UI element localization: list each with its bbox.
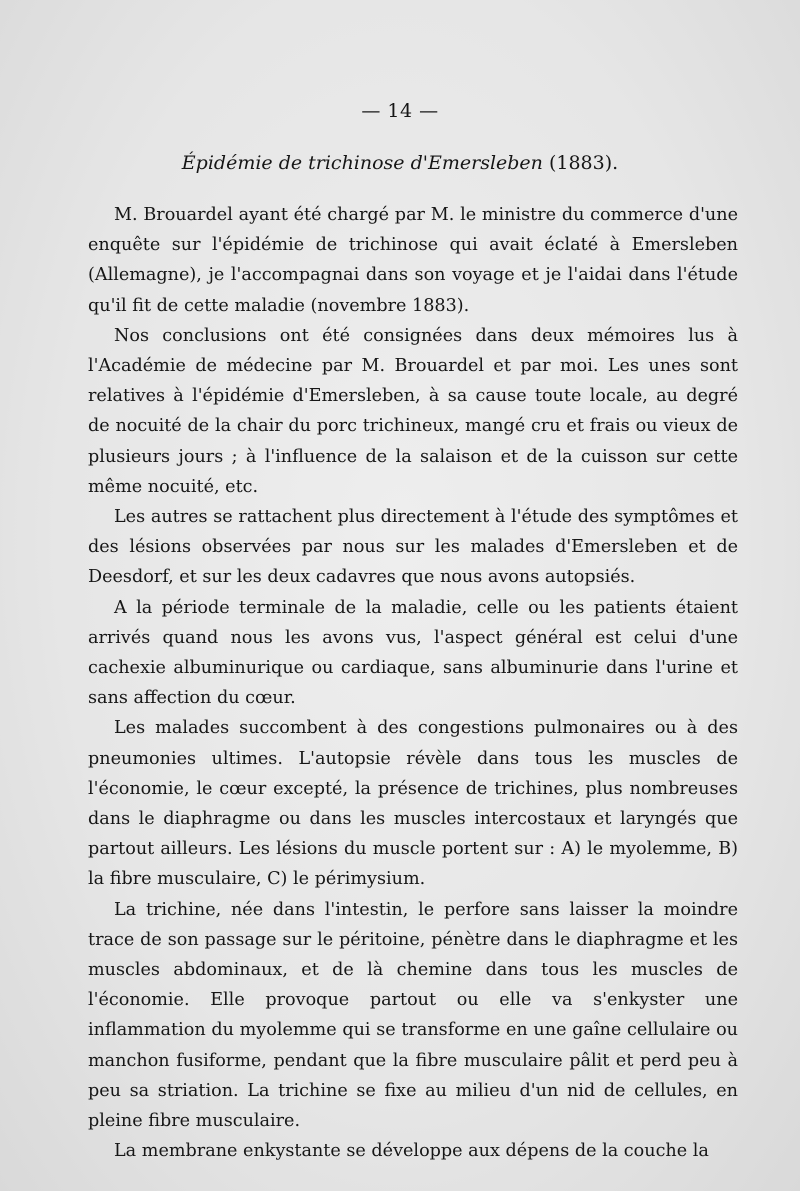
paragraph-7: La membrane enkystante se développe aux dépens de la couche la — [114, 1141, 709, 1162]
paragraph-5: Les malades succombent à des congestions pulmonaires ou à des pneumonies ultimes. L'autopsie révèle dans tous les muscles de l'économie, le cœur excepté, la présence de trichines, plus nombreuses dans le diaphragme ou dans les muscles intercostaux et laryngés que partout ailleurs. Les lésions du muscle portent sur : A) le myolemme, B) la fibre musculaire, C) le périmysium. — [88, 718, 738, 890]
paragraph-3: Les autres se rattachent plus directement à l'étude des symptômes et des lésions observées par nous sur les malades d'Emersleben et de Deesdorf, et sur les deux cadavres que nous avons autopsiés. — [88, 507, 738, 588]
body-text — [88, 200, 738, 1167]
paragraph-4: A la période terminale de la maladie, celle ou les patients étaient arrivés quand nous les avons vus, l'aspect général est celui d'une cachexie albuminurique ou cardiaque, sans albuminurie dans l'urine et sans affection du cœur. — [88, 597, 738, 709]
page-number: — 14 — — [361, 100, 439, 122]
paragraph-6: La trichine, née dans l'intestin, le perfore sans laisser la moindre trace de son passage sur le péritoine, pénètre dans le diaphragme et les muscles abdominaux, et de là chemine dans tous les muscles de l'économie. Elle provoque partout ou elle va s'enkyster une inflammation du myolemme qui se transforme en une gaîne cellulaire ou manchon fusiforme, pendant que la fibre musculaire pâlit et perd peu à peu sa striation. La trichine se fixe au milieu d'un nid de cellules, en pleine fibre musculaire. — [88, 899, 738, 1132]
paragraph-2: Nos conclusions ont été consignées dans deux mémoires lus à l'Académie de médecine par M. Brouardel et par moi. Les unes sont relatives à l'épidémie d'Emersleben, à sa cause toute locale, au degré de nocuité de la chair du porc trichineux, mangé cru et frais ou vieux de plusieurs jours ; à l'influence de la salaison et de la cuisson sur cette même nocuité, etc. — [88, 325, 738, 497]
section-title-text: Épidémie de trichinose d'Emersleben — [181, 152, 543, 174]
section-title-year: (1883). — [542, 152, 619, 174]
paragraph-1: M. Brouardel ayant été chargé par M. le ministre du commerce d'une enquête sur l'épidémie de trichinose qui avait éclaté à Emersleben (Allemagne), je l'accompagnai dans son voyage et je l'aidai dans l'étude qu'il fit de cette maladie (novembre 1883). — [88, 205, 738, 316]
section-title — [0, 152, 800, 174]
bleed-through-marks — [684, 133, 762, 202]
